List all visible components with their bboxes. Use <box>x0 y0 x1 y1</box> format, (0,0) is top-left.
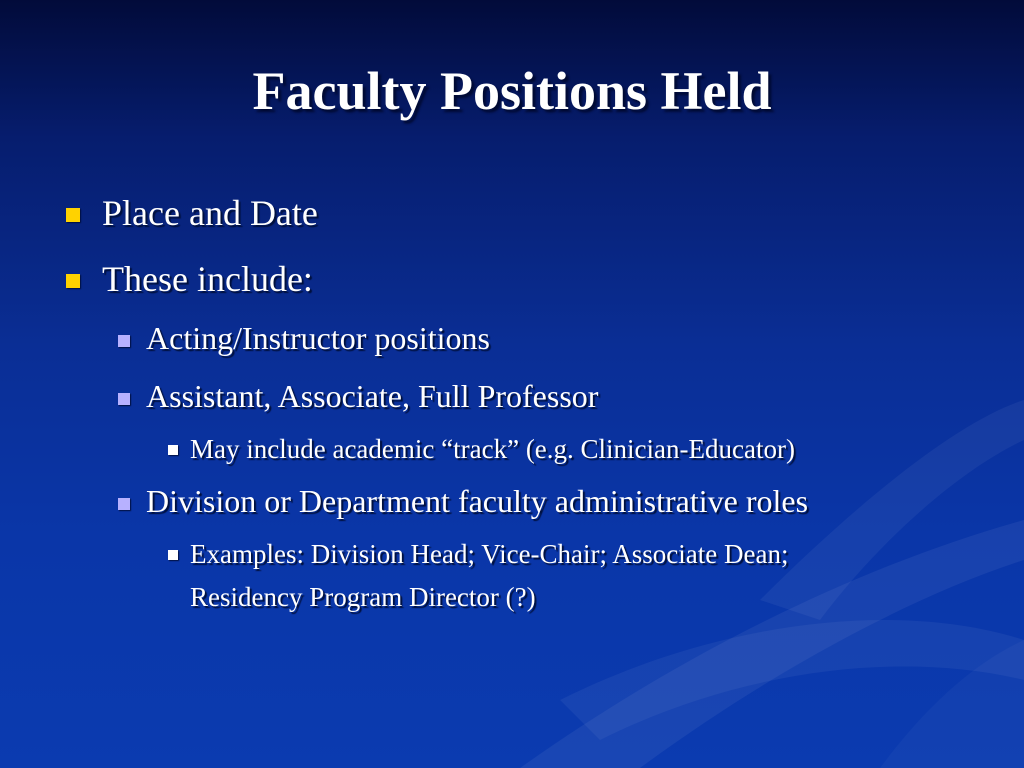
square-bullet-icon <box>118 393 130 405</box>
bullet-administrative-roles: Division or Department faculty administrative roles <box>146 483 809 519</box>
bullet-acting-instructor: Acting/Instructor positions <box>146 320 490 356</box>
bullet-examples-line1: Examples: Division Head; Vice-Chair; Associate Dean; <box>190 539 789 569</box>
square-bullet-icon <box>168 550 178 560</box>
square-bullet-icon <box>66 274 80 288</box>
bullet-professor-ranks: Assistant, Associate, Full Professor <box>146 378 599 414</box>
square-bullet-icon <box>168 445 178 455</box>
square-bullet-icon <box>118 335 130 347</box>
square-bullet-icon <box>66 208 80 222</box>
bullet-academic-track: May include academic “track” (e.g. Clinician-Educator) <box>190 434 795 464</box>
bullet-these-include: These include: <box>102 259 313 299</box>
bullet-examples-line2: Residency Program Director (?) <box>190 582 536 612</box>
slide-title: Faculty Positions Held <box>252 61 772 121</box>
square-bullet-icon <box>118 498 130 510</box>
bullet-place-and-date: Place and Date <box>102 193 318 233</box>
